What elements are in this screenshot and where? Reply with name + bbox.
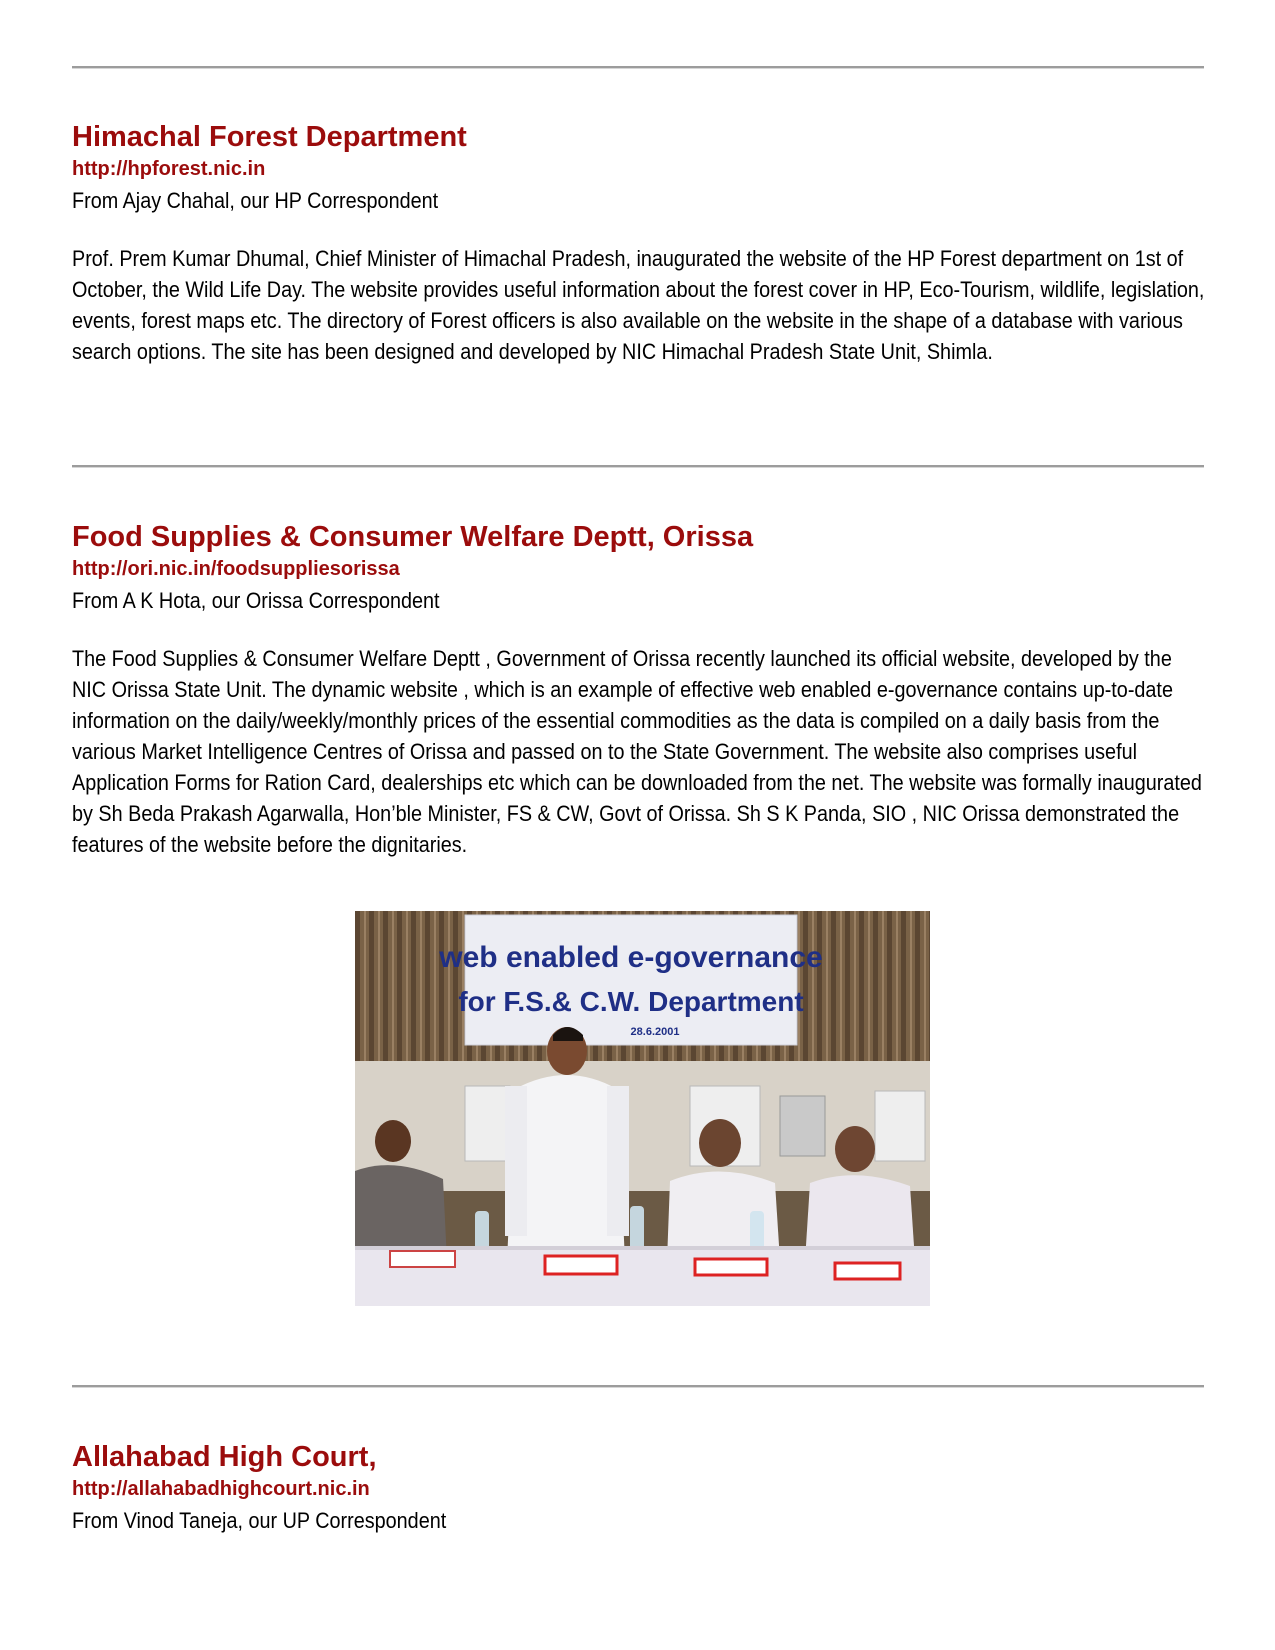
article-title: Himachal Forest Department [72, 121, 467, 153]
event-photo [355, 911, 930, 1306]
divider-3 [72, 1385, 1204, 1388]
article-byline: From Vinod Taneja, our UP Correspondent [72, 1508, 447, 1533]
article-byline: From A K Hota, our Orissa Correspondent [72, 588, 440, 613]
divider-2 [72, 465, 1204, 468]
article-body: The Food Supplies & Consumer Welfare Deptt , Government of Orissa recently launched its official website, developed by the NIC Orissa State Unit. The dynamic website , which is an example of effective web enabled e-governance contains up-to-date information on the daily/weekly/monthly prices of the essential commodities as the data is compiled on a daily basis from the various Market Intelligence Centres of Orissa and passed on to the State Government. The website also comprises useful Application Forms for Ration Card, dealerships etc which can be downloaded from the net. The website was formally inaugurated by Sh Beda Prakash Agarwalla, Hon’ble Minister, FS & CW, Govt of Orissa. Sh S K Panda, SIO , NIC Orissa demonstrated the features of the website before the dignitaries. [72, 646, 1202, 857]
article-link[interactable]: http://hpforest.nic.in [72, 158, 266, 180]
article-himachal-forest [72, 120, 1207, 367]
article-link[interactable]: http://ori.nic.in/foodsuppliesorissa [72, 558, 400, 580]
article-allahabad-high-court [72, 1440, 1207, 1535]
banner-line-2: for F.S.& C.W. Department [458, 986, 804, 1017]
banner-date: 28.6.2001 [630, 1026, 680, 1038]
article-link[interactable]: http://allahabadhighcourt.nic.in [72, 1478, 370, 1500]
banner-line-1: web enabled e-governance [439, 941, 823, 974]
article-food-supplies-orissa [72, 520, 1207, 860]
article-byline: From Ajay Chahal, our HP Correspondent [72, 188, 439, 213]
article-title: Food Supplies & Consumer Welfare Deptt, Orissa [72, 521, 754, 553]
article-title: Allahabad High Court, [72, 1441, 377, 1473]
divider-1 [72, 66, 1204, 69]
article-body: Prof. Prem Kumar Dhumal, Chief Minister of Himachal Pradesh, inaugurated the website of the HP Forest department on 1st of October, the Wild Life Day. The website provides useful information about the forest cover in HP, Eco-Tourism, wildlife, legislation, events, forest maps etc. The directory of Forest officers is also available on the website in the shape of a database with various search options. The site has been designed and developed by NIC Himachal Pradesh State Unit, Shimla. [72, 246, 1205, 364]
